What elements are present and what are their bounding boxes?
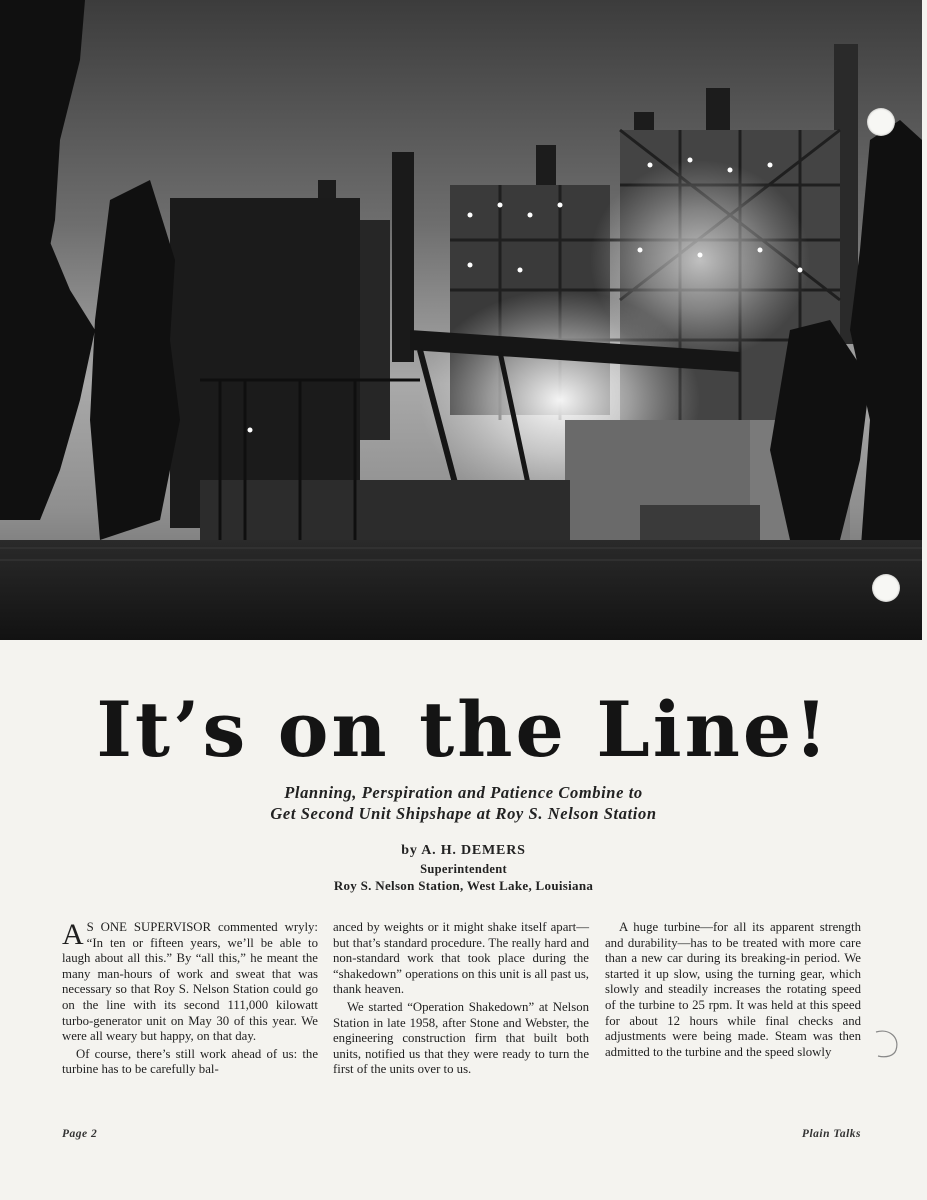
text-column-3: [605, 920, 861, 1060]
drop-cap: A: [62, 918, 84, 951]
subtitle-line-1: Planning, Perspiration and Patience Combine to: [284, 783, 643, 802]
paragraph: [62, 920, 318, 1045]
page-number: Page 2: [62, 1128, 98, 1140]
punch-hole-bottom: [872, 574, 900, 602]
author-role: Superintendent: [420, 862, 507, 876]
paragraph: Of course, there’s still work ahead of us: the turbine has to be carefully bal-: [62, 1046, 318, 1077]
text-column-2: [333, 920, 589, 1078]
punch-hole-top: [867, 108, 895, 136]
paragraph: We started “Operation Shakedown” at Nelson Station in late 1958, after Stone and Webster, the engineering construction firm that built both units, notified us that they were ready to turn the first of the units over to us.: [333, 999, 589, 1077]
paragraph-text: S ONE SUPERVISOR commented wryly: “In ten or fifteen years, we’ll be able to laugh about all this.” By “all this,” he meant the many man-hours of work and sweat that was necessary so that Roy S. Nelson Station could go on the line with its second 111,000 kilowatt turbo-generator unit on May 30 of this year. We were all weary but happy, on that day.: [62, 920, 318, 1044]
author-byline: by A. H. DEMERS: [401, 843, 526, 858]
margin-curve-mark: [872, 1026, 902, 1060]
author-location: Roy S. Nelson Station, West Lake, Louisiana: [333, 878, 594, 893]
paragraph: anced by weights or it might shake itself apart—but that’s standard procedure. The really hard and non-standard work that took place during the “shakedown” operations on this unit is all past us, thank heaven.: [333, 920, 589, 997]
paragraph: A huge turbine—for all its apparent strength and durability—has to be treated with more care than a new car during its breaking-in period. We started it up slow, using the turning gear, which slowly and steadily increases the rotating speed of the turbine to 25 rpm. It was held at this speed for about 12 hours while final checks and adjustments were being made. Steam was then admitted to the turbine and the speed slowly: [605, 920, 861, 1059]
publication-name: Plain Talks: [801, 1128, 861, 1140]
text-column-1: [62, 920, 318, 1078]
article-title: It’s on the Line!: [96, 685, 831, 774]
subtitle-line-2: Get Second Unit Shipshape at Roy S. Nelson Station: [270, 804, 657, 823]
